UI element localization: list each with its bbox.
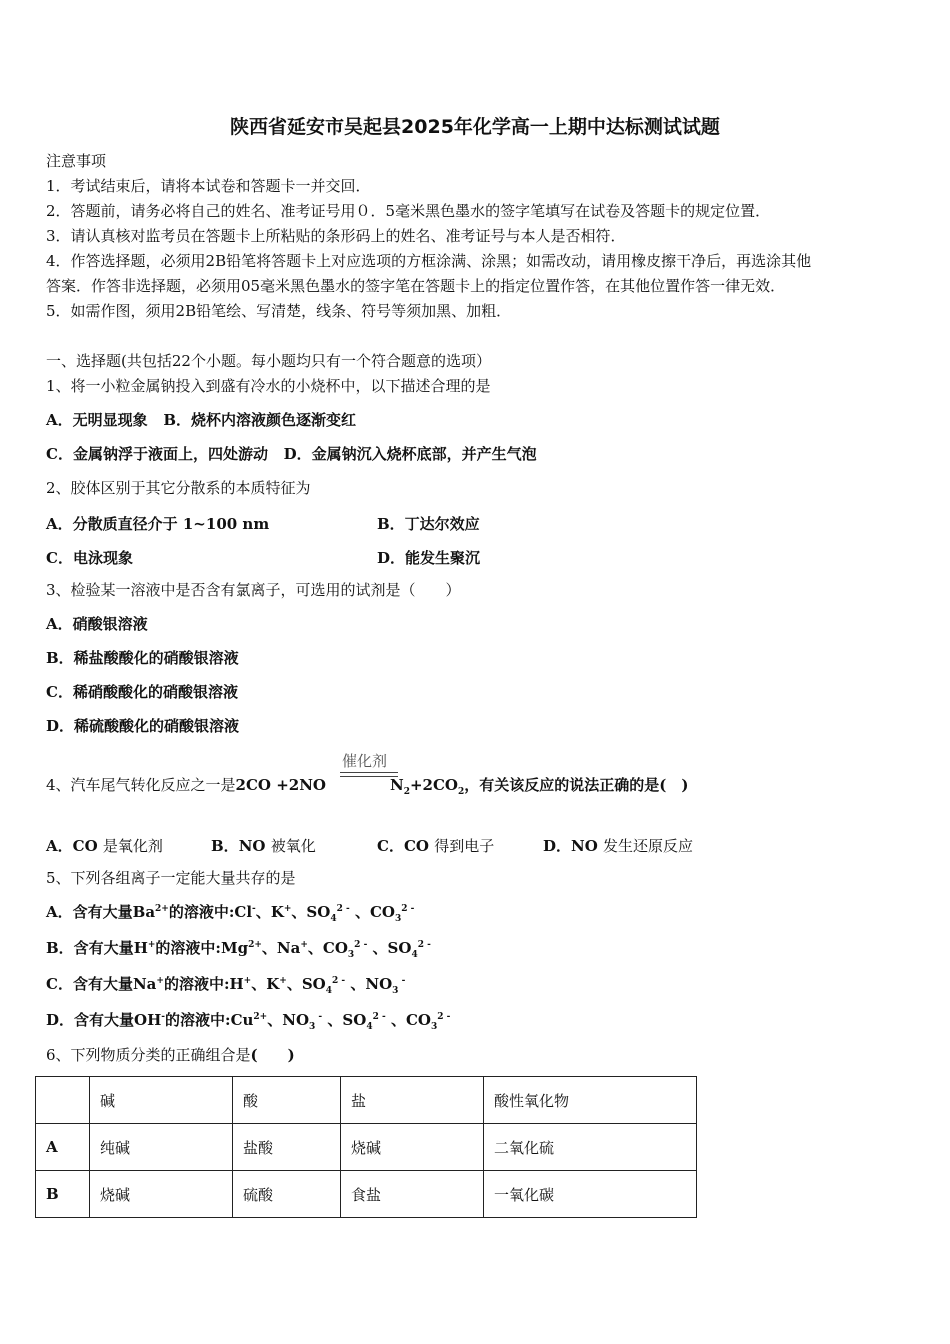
option-a-label: A．分散质直径介于 [46,515,178,533]
ion-charge: + [283,904,292,914]
separator: 、 [385,1011,406,1029]
table-header-cell [36,1077,90,1124]
table-cell: 烧碱 [90,1171,233,1218]
option-c: C．稀硝酸酸化的硝酸银溶液 [46,683,238,701]
table-cell: 二氧化硫 [484,1124,697,1171]
ion-charge: 2+ [155,904,169,914]
separator: 、 [367,939,388,957]
option-pre: C．含有大量 [46,975,133,993]
ion-charge: 2+ [253,1012,268,1022]
option-mid: 的溶液中: [165,1011,231,1029]
option-c [377,835,494,856]
table-header-cell: 盐 [341,1077,484,1124]
ion: K [266,975,280,993]
option-c: C．电泳现象 [46,549,133,567]
separator: 、 [345,975,366,993]
option-a [46,903,415,924]
option-d-formula: NO [571,837,598,855]
ion: Cu [230,1011,254,1029]
option-b-text: 被氧化 [270,837,316,855]
option-mid: 的溶液中: [155,939,221,957]
table-header-row [36,1077,697,1124]
catalyst-label: 催化剂 [342,752,388,770]
ion-charge: + [156,976,164,986]
option-c-formula: CO [403,837,429,855]
ion-charge: - [252,904,256,914]
ion: SO [306,903,331,921]
stem-text: 6、下列物质分类的正确组合是 [46,1046,251,1064]
separator: 、 [349,903,370,921]
option-a-text: 是氧化剂 [102,837,163,855]
ion-charge: 2 - [401,904,415,914]
ion: OH [134,1011,162,1029]
option-pre: D．含有大量 [46,1011,135,1029]
option-pre: A．含有大量 [46,903,133,921]
separator: 、 [255,903,271,921]
notice-item: 答案．作答非选择题，必须用05毫米黑色墨水的签字笔在答题卡上的指定位置作答，在其他位置作答一律无效． [46,277,786,295]
option-a: A．无明显现象 [46,411,148,429]
product-n2: N [390,776,404,794]
table-row [36,1171,697,1218]
option-d: D．金属钠沉入烧杯底部，并产生气泡 [283,445,537,463]
ion: Mg [220,939,249,957]
option-a: A．硝酸银溶液 [46,615,148,633]
notice-item: 2．答题前，请务必将自己的姓名、准考证号用０．5毫米黑色墨水的签字笔填写在试卷及答题卡的规定位置． [46,202,771,220]
option-c: C．金属钠浮于液面上，四处游动 [46,445,268,463]
option-b [46,939,431,960]
table-cell: A [36,1124,90,1171]
separator: 、 [307,939,323,957]
ion: CO [322,939,348,957]
question-1-stem: 1、将一小粒金属钠投入到盛有冷水的小烧杯中，以下描述合理的是 [46,377,491,395]
stem-suffix: ，有关该反应的说法正确的是( ) [464,776,689,794]
question-4-stem [46,776,689,797]
separator: 、 [251,975,267,993]
option-a-prefix: A． [46,837,73,855]
table-cell: 硫酸 [233,1171,341,1218]
ion: H [133,939,148,957]
ion: SO [342,1011,367,1029]
option-b [211,835,316,856]
option-b: B．烧杯内溶液颜色逐渐变红 [163,411,356,429]
option-a [46,513,269,534]
table-header-cell: 碱 [90,1077,233,1124]
option-pre: B．含有大量 [46,939,134,957]
reactants: 2CO +2NO [235,776,326,794]
ion: Na [132,975,157,993]
option-b-prefix: B． [211,837,239,855]
option-b: B．丁达尔效应 [377,515,480,533]
stem-paren: ( ) [250,1046,295,1064]
ion-subscript: 4 [366,1022,373,1032]
co2-subscript: 2 [458,787,465,797]
option-c-prefix: C． [377,837,404,855]
ion: Na [276,939,301,957]
ion: K [270,903,284,921]
option-b: B．稀盐酸酸化的硝酸银溶液 [46,649,239,667]
notice-item: 1．考试结束后，请将本试卷和答题卡一并交回． [46,177,371,195]
option-d-text: 发生还原反应 [603,837,694,855]
option-mid: 的溶液中: [163,975,230,993]
ion: Ba [132,903,156,921]
exam-title: 陕西省延安市吴起县2025年化学高一上期中达标测试试题 [230,116,720,138]
question-1-options-row2 [46,445,537,463]
table-cell: 一氧化碳 [484,1171,697,1218]
option-d-prefix: D． [543,837,572,855]
table-cell: 纯碱 [90,1124,233,1171]
table-header-cell: 酸 [233,1077,341,1124]
ion-subscript: 4 [330,914,337,924]
option-d [543,835,693,856]
ion-charge: - [315,1012,323,1022]
question-6-stem [46,1046,295,1064]
notice-heading: 注意事项 [46,152,107,170]
ion-charge: + [300,940,308,950]
ion-subscript: 3 [430,1022,438,1032]
separator: 、 [291,903,307,921]
notice-item: 5．如需作图，须用2B铅笔绘、写清楚，线条、符号等须加黑、加粗． [46,302,512,320]
ion-subscript: 3 [347,950,355,960]
table-row [36,1124,697,1171]
stem-prefix: 4、汽车尾气转化反应之一是 [46,776,236,794]
section-heading: 一、选择题(共包括22个小题。每小题均只有一个符合题意的选项） [46,352,491,370]
ion: CO [405,1011,431,1029]
question-3-stem: 3、检验某一溶液中是否含有氯离子，可选用的试剂是（ ） [46,581,461,599]
option-d: D．稀硫酸酸化的硝酸银溶液 [46,717,240,735]
ion-subscript: 3 [394,914,402,924]
ion-subscript: 3 [309,1022,316,1032]
ion: SO [387,939,412,957]
separator: 、 [267,1011,283,1029]
ion: NO [365,975,393,993]
separator: 、 [322,1011,343,1029]
ion-charge: 2 - [437,1012,451,1022]
ion-charge: 2+ [248,940,262,950]
notice-item: 4．作答选择题，必须用2B铅笔将答题卡上对应选项的方框涂满、涂黑；如需改动，请用橡皮擦干净后，再选涂其他 [46,252,812,270]
ion: SO [301,975,326,993]
classification-table [35,1076,697,1218]
ion: NO [282,1011,310,1029]
ion-subscript: 4 [411,950,418,960]
option-c [46,975,406,996]
option-a-formula: CO [72,837,98,855]
separator: 、 [286,975,302,993]
separator: 、 [261,939,277,957]
ion-subscript: 4 [325,986,333,996]
question-2-stem: 2、胶体区别于其它分散系的本质特征为 [46,479,311,497]
ion-charge: 2 - [354,940,368,950]
ion-charge: + [279,976,287,986]
notice-item: 3．请认真核对监考员在答题卡上所粘贴的条形码上的姓名、准考证号与本人是否相符． [46,227,626,245]
ion-charge: - [161,1012,166,1022]
n2-subscript: 2 [403,787,410,797]
product-co2: +2CO [409,776,458,794]
option-b-formula: NO [238,837,266,855]
ion-charge: - [398,976,406,986]
ion: H [229,975,244,993]
ion: Cl [234,903,253,921]
table-header-cell: 酸性氧化物 [484,1077,697,1124]
question-5-stem: 5、下列各组离子一定能大量共存的是 [46,869,296,887]
table-cell: 盐酸 [233,1124,341,1171]
ion-charge: 2 - [332,976,346,986]
ion-charge: 2 - [372,1012,386,1022]
option-a [46,835,163,856]
question-1-options-row1 [46,411,356,429]
option-d [46,1011,451,1032]
table-cell: 烧碱 [341,1124,484,1171]
ion-charge: + [243,976,252,986]
ion-charge: 2 - [417,940,431,950]
table-cell: B [36,1171,90,1218]
option-c-text: 得到电子 [434,837,495,855]
ion-charge: 2 - [336,904,350,914]
option-a-range: 1~100 nm [182,515,270,533]
option-mid: 的溶液中: [168,903,235,921]
ion-subscript: 3 [392,986,399,996]
ion-charge: + [147,940,156,950]
ion: CO [369,903,395,921]
table-cell: 食盐 [341,1171,484,1218]
option-d: D．能发生聚沉 [377,549,481,567]
